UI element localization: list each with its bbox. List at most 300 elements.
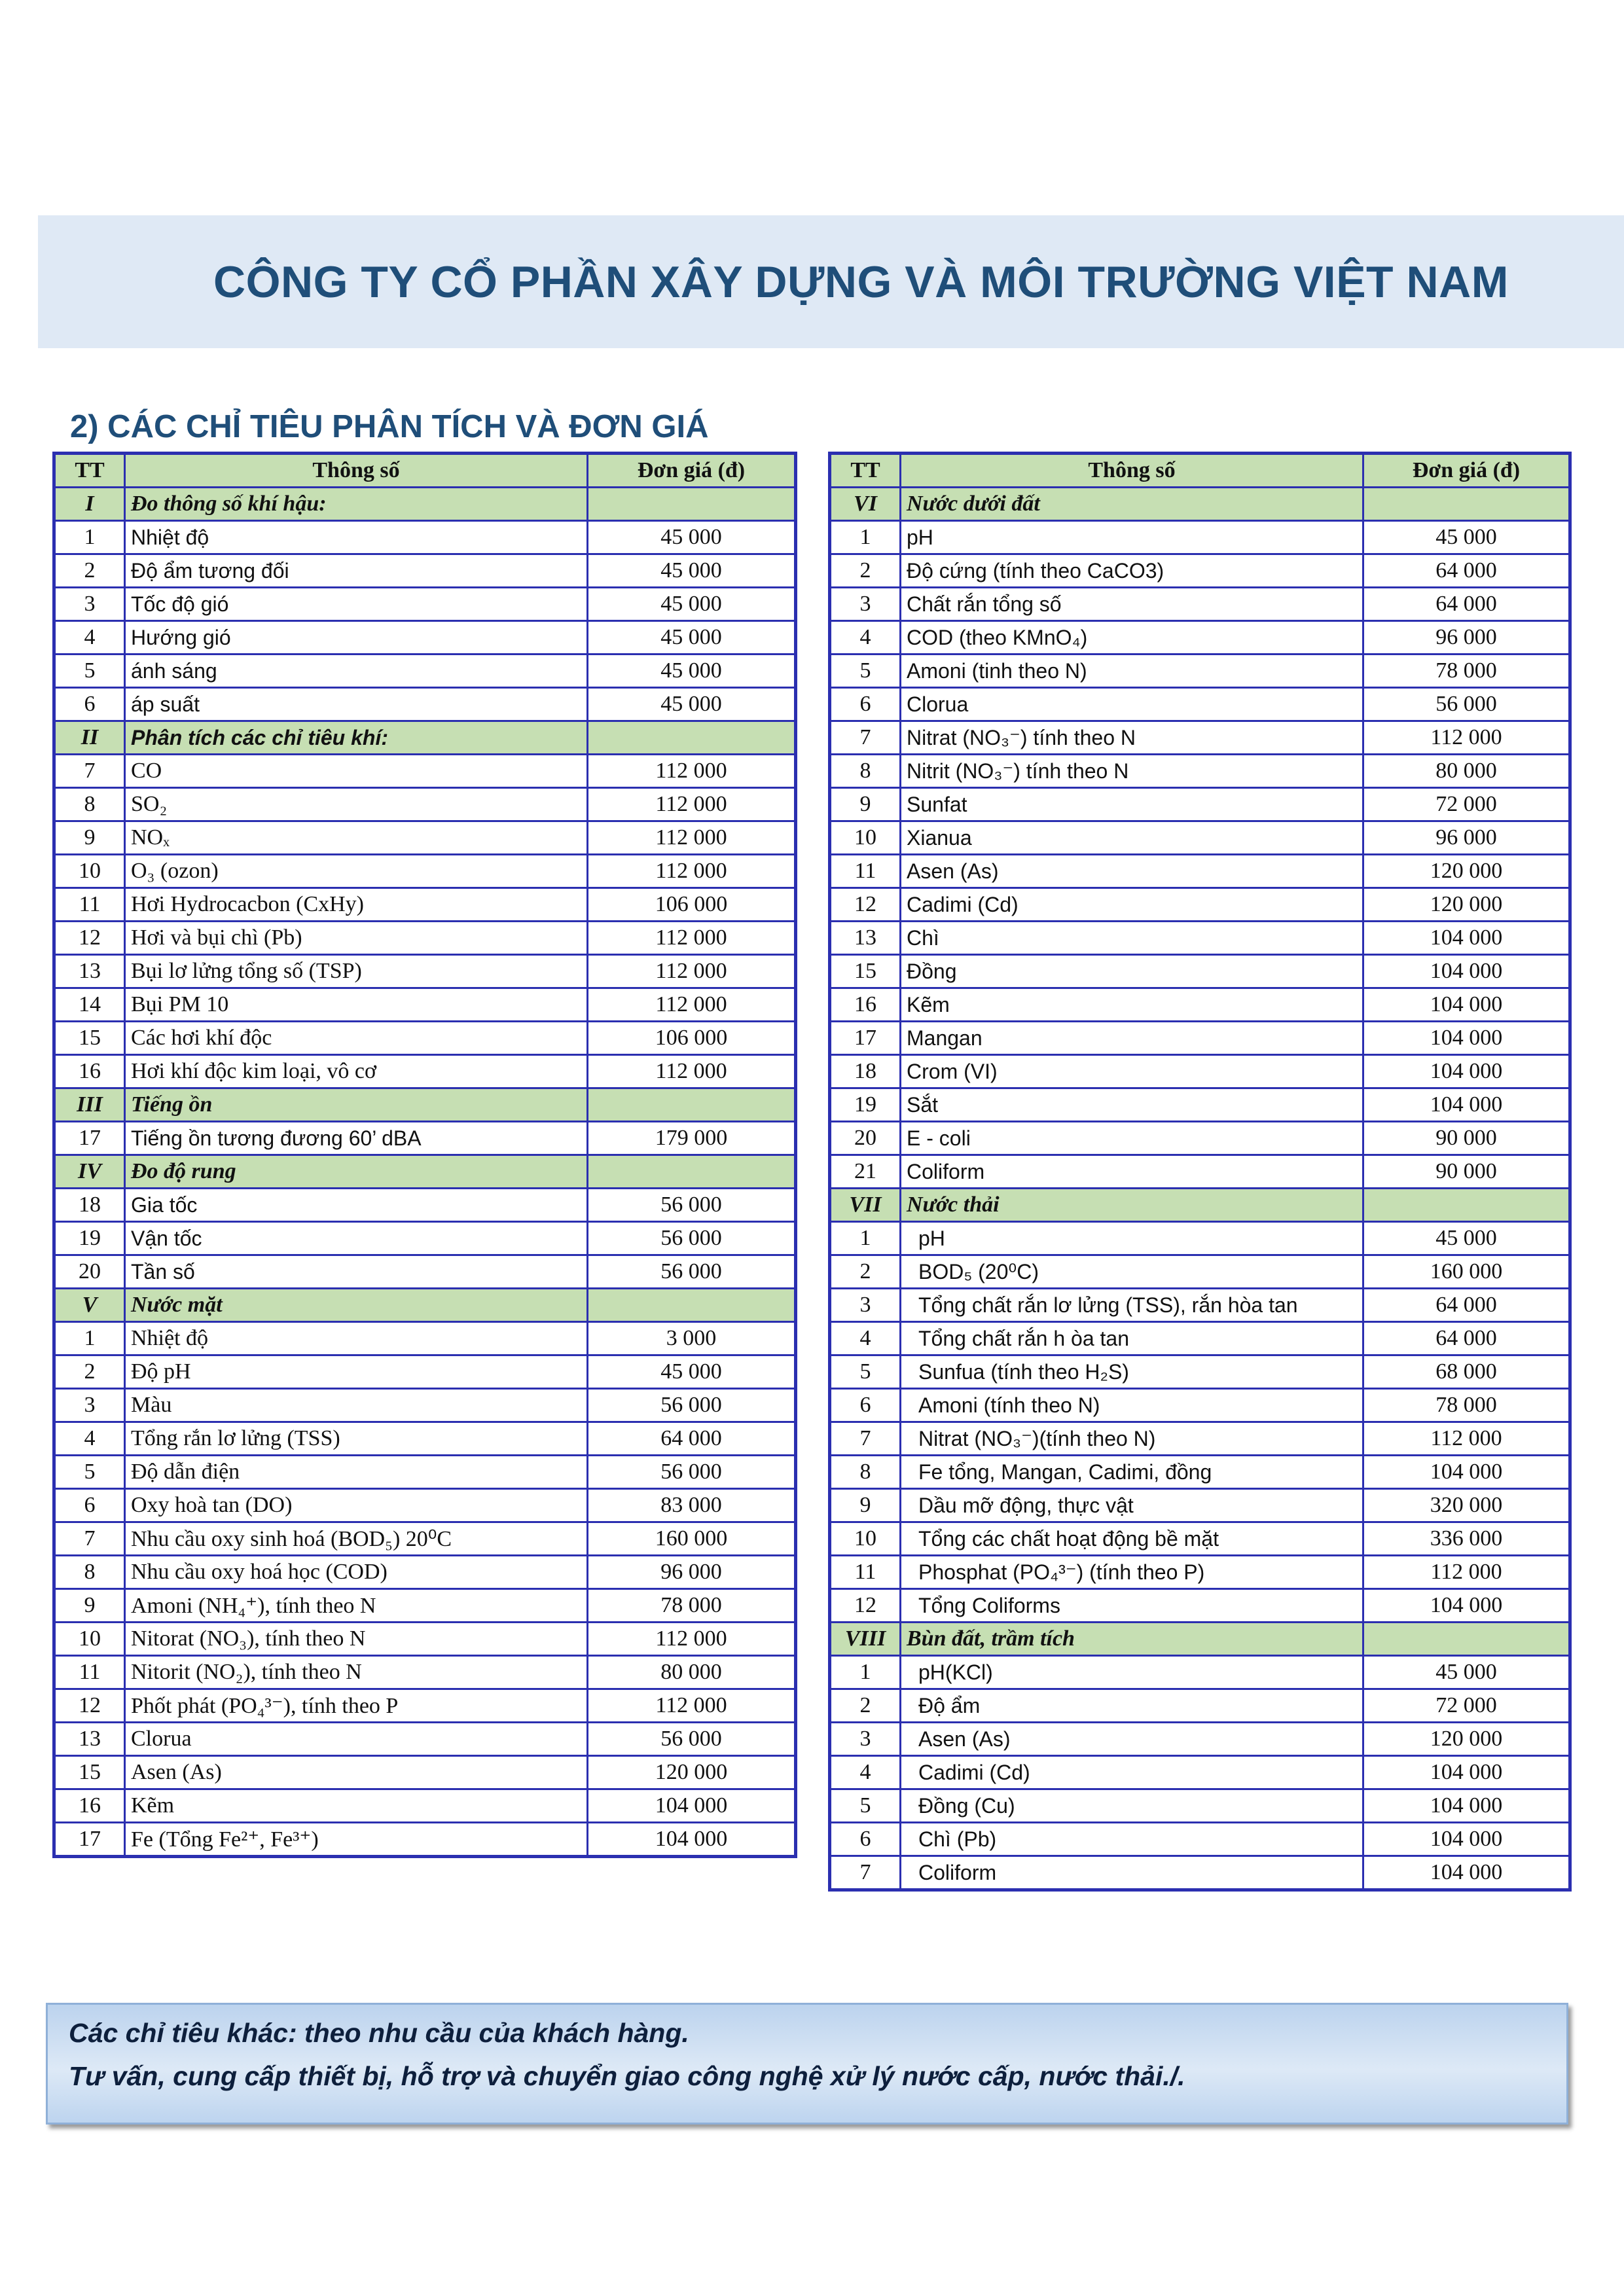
row-number: 1	[54, 521, 125, 554]
parameter-name: Độ ẩm tương đối	[125, 554, 588, 588]
row-number: 17	[54, 1122, 125, 1155]
unit-price	[588, 488, 796, 521]
parameter-name: Kẽm	[901, 988, 1363, 1022]
unit-price: 45 000	[588, 588, 796, 621]
row-number: 12	[830, 1589, 901, 1623]
row-number: 2	[54, 554, 125, 588]
row-number: 16	[830, 988, 901, 1022]
row-number: 2	[830, 1689, 901, 1723]
row-number: 2	[54, 1355, 125, 1389]
unit-price: 120 000	[1363, 855, 1570, 888]
row-number: 1	[830, 1222, 901, 1255]
parameter-name: Nitorit (NO₂), tính theo N	[125, 1656, 588, 1689]
unit-price: 104 000	[588, 1789, 796, 1823]
group-row	[830, 1189, 1570, 1222]
row-number: 8	[830, 1456, 901, 1489]
unit-price: 104 000	[1363, 1088, 1570, 1122]
parameter-name: Tổng rắn lơ lửng (TSS)	[125, 1422, 588, 1456]
parameter-name: Độ ẩm	[901, 1689, 1363, 1723]
table-row	[54, 922, 796, 955]
unit-price: 56 000	[588, 1456, 796, 1489]
row-number: 4	[830, 621, 901, 655]
parameter-name: Chì	[901, 922, 1363, 955]
unit-price: 104 000	[1363, 1789, 1570, 1823]
parameter-name: Coliform	[901, 1155, 1363, 1189]
unit-price: 45 000	[588, 521, 796, 554]
table-row	[830, 554, 1570, 588]
table-row	[54, 821, 796, 855]
unit-price: 96 000	[588, 1556, 796, 1589]
table-row	[54, 1389, 796, 1422]
row-number: 5	[830, 1789, 901, 1823]
table-row	[54, 1022, 796, 1055]
table-row	[830, 1756, 1570, 1789]
table-row	[54, 1656, 796, 1689]
parameter-name: Nitrit (NO₃⁻) tính theo N	[901, 755, 1363, 788]
row-number: 16	[54, 1789, 125, 1823]
table-row	[830, 688, 1570, 721]
parameter-name: Nitorat (NO₃), tính theo N	[125, 1623, 588, 1656]
parameter-name: Phosphat (PO₄³⁻) (tính theo P)	[901, 1556, 1363, 1589]
parameter-name: Độ cứng (tính theo CaCO3)	[901, 554, 1363, 588]
row-number: VI	[830, 488, 901, 521]
table-row	[830, 621, 1570, 655]
row-number: 9	[54, 821, 125, 855]
table-row	[830, 1222, 1570, 1255]
unit-price: 112 000	[588, 1623, 796, 1656]
unit-price: 45 000	[588, 655, 796, 688]
row-number: V	[54, 1289, 125, 1322]
row-number: 6	[54, 688, 125, 721]
table-row	[830, 1856, 1570, 1890]
parameter-name: Tiếng ồn	[125, 1088, 588, 1122]
row-number: 17	[54, 1823, 125, 1857]
row-number: 8	[54, 1556, 125, 1589]
table-row	[830, 755, 1570, 788]
unit-price: 45 000	[1363, 1222, 1570, 1255]
table-row	[830, 1289, 1570, 1322]
parameter-name: Nhu cầu oxy sinh hoá (BOD₅) 20⁰C	[125, 1522, 588, 1556]
unit-price: 104 000	[1363, 988, 1570, 1022]
section-title: 2) CÁC CHỈ TIÊU PHÂN TÍCH VÀ ĐƠN GIÁ	[70, 409, 709, 444]
parameter-name: Hơi khí độc kim loại, vô cơ	[125, 1055, 588, 1088]
table-row	[54, 1789, 796, 1823]
parameter-name: Hơi và bụi chì (Pb)	[125, 922, 588, 955]
unit-price	[1363, 488, 1570, 521]
row-number: 4	[830, 1756, 901, 1789]
parameter-name: Asen (As)	[125, 1756, 588, 1789]
row-number: 7	[830, 721, 901, 755]
unit-price: 78 000	[588, 1589, 796, 1623]
row-number: 21	[830, 1155, 901, 1189]
table-row	[54, 1255, 796, 1289]
unit-price: 320 000	[1363, 1489, 1570, 1522]
row-number: 17	[830, 1022, 901, 1055]
table-row	[830, 1022, 1570, 1055]
table-row	[830, 1355, 1570, 1389]
row-number: 9	[830, 788, 901, 821]
parameter-name: Cadimi (Cd)	[901, 888, 1363, 922]
table-row	[54, 1689, 796, 1723]
table-header-row	[830, 454, 1570, 488]
unit-price: 112 000	[1363, 1556, 1570, 1589]
row-number: 11	[830, 1556, 901, 1589]
table-row	[54, 1122, 796, 1155]
parameter-name: Kẽm	[125, 1789, 588, 1823]
parameter-name: Amoni (tinh theo N)	[901, 655, 1363, 688]
table-row	[54, 521, 796, 554]
unit-price: 179 000	[588, 1122, 796, 1155]
column-header-tt: TT	[54, 454, 125, 488]
unit-price: 120 000	[1363, 888, 1570, 922]
row-number: 18	[54, 1189, 125, 1222]
row-number: 19	[830, 1088, 901, 1122]
unit-price	[588, 721, 796, 755]
row-number: 18	[830, 1055, 901, 1088]
row-number: 3	[830, 1723, 901, 1756]
parameter-name: Gia tốc	[125, 1189, 588, 1222]
parameter-name: Phốt phát (PO₄³⁻), tính theo P	[125, 1689, 588, 1723]
parameter-name: Asen (As)	[901, 855, 1363, 888]
parameter-name: Vận tốc	[125, 1222, 588, 1255]
unit-price: 78 000	[1363, 655, 1570, 688]
parameter-name: Nước dưới đất	[901, 488, 1363, 521]
row-number: 10	[54, 1623, 125, 1656]
row-number: 12	[830, 888, 901, 922]
unit-price: 104 000	[1363, 1856, 1570, 1890]
unit-price	[1363, 1189, 1570, 1222]
row-number: 2	[830, 1255, 901, 1289]
row-number: 10	[830, 821, 901, 855]
parameter-name: Đồng (Cu)	[901, 1789, 1363, 1823]
table-row	[830, 1656, 1570, 1689]
unit-price: 106 000	[588, 888, 796, 922]
table-row	[54, 1723, 796, 1756]
unit-price: 104 000	[1363, 1456, 1570, 1489]
parameter-name: Sunfua (tính theo H₂S)	[901, 1355, 1363, 1389]
table-row	[830, 1789, 1570, 1823]
row-number: 6	[830, 1823, 901, 1856]
footer-note-line-1: Các chỉ tiêu khác: theo nhu cầu của khách hàng.	[69, 2018, 689, 2048]
row-number: 8	[54, 788, 125, 821]
unit-price: 112 000	[588, 1055, 796, 1088]
row-number: 3	[830, 588, 901, 621]
table-row	[830, 521, 1570, 554]
unit-price: 45 000	[588, 1355, 796, 1389]
table-row	[830, 1456, 1570, 1489]
unit-price: 56 000	[1363, 688, 1570, 721]
row-number: VII	[830, 1189, 901, 1222]
unit-price: 112 000	[588, 922, 796, 955]
row-number: IV	[54, 1155, 125, 1189]
row-number: 5	[54, 1456, 125, 1489]
unit-price: 45 000	[1363, 521, 1570, 554]
parameter-name: Sắt	[901, 1088, 1363, 1122]
row-number: 2	[830, 554, 901, 588]
footer-note-line-2: Tư vấn, cung cấp thiết bị, hỗ trợ và chuyển giao công nghệ xử lý nước cấp, nước thải./.	[69, 2061, 1185, 2091]
row-number: 1	[830, 521, 901, 554]
row-number: 11	[830, 855, 901, 888]
parameter-name: pH	[901, 521, 1363, 554]
unit-price: 104 000	[588, 1823, 796, 1857]
parameter-name: Chì (Pb)	[901, 1823, 1363, 1856]
row-number: 15	[54, 1756, 125, 1789]
table-row	[54, 1623, 796, 1656]
parameter-name: Xianua	[901, 821, 1363, 855]
row-number: II	[54, 721, 125, 755]
unit-price: 80 000	[1363, 755, 1570, 788]
unit-price: 112 000	[588, 788, 796, 821]
parameter-name: Nước mặt	[125, 1289, 588, 1322]
parameter-name: Amoni (NH₄⁺), tính theo N	[125, 1589, 588, 1623]
table-row	[830, 1322, 1570, 1355]
row-number: 9	[830, 1489, 901, 1522]
row-number: 19	[54, 1222, 125, 1255]
parameter-name: Nhu cầu oxy hoá học (COD)	[125, 1556, 588, 1589]
parameter-name: Màu	[125, 1389, 588, 1422]
row-number: 6	[830, 688, 901, 721]
table-row	[54, 688, 796, 721]
parameter-name: CO	[125, 755, 588, 788]
unit-price: 104 000	[1363, 1055, 1570, 1088]
column-header-param: Thông số	[901, 454, 1363, 488]
parameter-name: áp suất	[125, 688, 588, 721]
row-number: 8	[830, 755, 901, 788]
column-header-param: Thông số	[125, 454, 588, 488]
row-number: 3	[830, 1289, 901, 1322]
table-row	[54, 588, 796, 621]
table-row	[830, 1055, 1570, 1088]
parameter-name: Tổng các chất hoạt động bề mặt	[901, 1522, 1363, 1556]
unit-price: 45 000	[588, 621, 796, 655]
price-table-right	[828, 452, 1572, 1892]
parameter-name: pH(KCl)	[901, 1656, 1363, 1689]
unit-price: 104 000	[1363, 955, 1570, 988]
table-row	[54, 1456, 796, 1489]
table-row	[54, 888, 796, 922]
group-row	[830, 1623, 1570, 1656]
row-number: 4	[54, 621, 125, 655]
table-row	[54, 988, 796, 1022]
unit-price: 96 000	[1363, 821, 1570, 855]
unit-price: 68 000	[1363, 1355, 1570, 1389]
row-number: 12	[54, 1689, 125, 1723]
unit-price: 90 000	[1363, 1155, 1570, 1189]
table-row	[830, 1489, 1570, 1522]
table-row	[830, 1122, 1570, 1155]
parameter-name: BOD₅ (20⁰C)	[901, 1255, 1363, 1289]
parameter-name: ánh sáng	[125, 655, 588, 688]
unit-price: 336 000	[1363, 1522, 1570, 1556]
unit-price: 104 000	[1363, 1756, 1570, 1789]
row-number: 14	[54, 988, 125, 1022]
unit-price: 56 000	[588, 1255, 796, 1289]
table-row	[54, 554, 796, 588]
unit-price: 80 000	[588, 1656, 796, 1689]
row-number: 13	[54, 955, 125, 988]
parameter-name: Tốc độ gió	[125, 588, 588, 621]
unit-price: 83 000	[588, 1489, 796, 1522]
parameter-name: Phân tích các chỉ tiêu khí:	[125, 721, 588, 755]
table-row	[54, 1589, 796, 1623]
unit-price: 45 000	[1363, 1656, 1570, 1689]
table-row	[830, 955, 1570, 988]
group-row	[830, 488, 1570, 521]
unit-price: 104 000	[1363, 1823, 1570, 1856]
row-number: 5	[54, 655, 125, 688]
unit-price: 104 000	[1363, 922, 1570, 955]
row-number: 3	[54, 1389, 125, 1422]
unit-price: 3 000	[588, 1322, 796, 1355]
parameter-name: Bùn đất, trầm tích	[901, 1623, 1363, 1656]
table-row	[830, 721, 1570, 755]
unit-price: 56 000	[588, 1222, 796, 1255]
parameter-name: Độ pH	[125, 1355, 588, 1389]
row-number: 15	[54, 1022, 125, 1055]
unit-price: 120 000	[1363, 1723, 1570, 1756]
table-row	[54, 1756, 796, 1789]
parameter-name: Clorua	[125, 1723, 588, 1756]
unit-price: 104 000	[1363, 1589, 1570, 1623]
table-row	[830, 1723, 1570, 1756]
table-row	[830, 588, 1570, 621]
unit-price: 112 000	[1363, 721, 1570, 755]
parameter-name: Đồng	[901, 955, 1363, 988]
table-row	[54, 1422, 796, 1456]
parameter-name: Dầu mỡ động, thực vật	[901, 1489, 1363, 1522]
table-row	[830, 1689, 1570, 1723]
row-number: 9	[54, 1589, 125, 1623]
parameter-name: Asen (As)	[901, 1723, 1363, 1756]
parameter-name: Bụi PM 10	[125, 988, 588, 1022]
table-row	[830, 1389, 1570, 1422]
parameter-name: Nhiệt độ	[125, 1322, 588, 1355]
group-row	[54, 1088, 796, 1122]
unit-price	[588, 1088, 796, 1122]
unit-price: 160 000	[1363, 1255, 1570, 1289]
row-number: 5	[830, 655, 901, 688]
unit-price: 106 000	[588, 1022, 796, 1055]
row-number: 1	[830, 1656, 901, 1689]
unit-price: 120 000	[588, 1756, 796, 1789]
parameter-name: Đo độ rung	[125, 1155, 588, 1189]
unit-price: 112 000	[588, 1689, 796, 1723]
unit-price: 160 000	[588, 1522, 796, 1556]
unit-price: 104 000	[1363, 1022, 1570, 1055]
row-number: 13	[54, 1723, 125, 1756]
unit-price: 64 000	[1363, 1289, 1570, 1322]
table-row	[830, 1155, 1570, 1189]
parameter-name: Nitrat (NO₃⁻)(tính theo N)	[901, 1422, 1363, 1456]
table-row	[830, 1556, 1570, 1589]
row-number: 12	[54, 922, 125, 955]
unit-price	[1363, 1623, 1570, 1656]
table-row	[54, 955, 796, 988]
row-number: 7	[54, 755, 125, 788]
table-row	[830, 888, 1570, 922]
table-row	[54, 1189, 796, 1222]
row-number: 3	[54, 588, 125, 621]
parameter-name: Mangan	[901, 1022, 1363, 1055]
parameter-name: Hướng gió	[125, 621, 588, 655]
parameter-name: Cadimi (Cd)	[901, 1756, 1363, 1789]
table-row	[830, 821, 1570, 855]
table-row	[830, 1522, 1570, 1556]
parameter-name: Sunfat	[901, 788, 1363, 821]
row-number: 6	[830, 1389, 901, 1422]
price-table-left	[52, 452, 797, 1858]
unit-price: 64 000	[1363, 1322, 1570, 1355]
unit-price: 96 000	[1363, 621, 1570, 655]
table-row	[54, 755, 796, 788]
unit-price: 90 000	[1363, 1122, 1570, 1155]
parameter-name: Nước thải	[901, 1189, 1363, 1222]
parameter-name: Nhiệt độ	[125, 521, 588, 554]
row-number: 4	[830, 1322, 901, 1355]
table-row	[54, 1489, 796, 1522]
table-row	[830, 1255, 1570, 1289]
table-row	[830, 655, 1570, 688]
parameter-name: Fe tổng, Mangan, Cadimi, đồng	[901, 1456, 1363, 1489]
table-row	[54, 855, 796, 888]
parameter-name: Tổng chất rắn lơ lửng (TSS), rắn hòa tan	[901, 1289, 1363, 1322]
table-row	[54, 1522, 796, 1556]
table-row	[830, 855, 1570, 888]
table-row	[54, 1055, 796, 1088]
table-row	[54, 1355, 796, 1389]
unit-price: 64 000	[1363, 554, 1570, 588]
unit-price: 45 000	[588, 688, 796, 721]
group-row	[54, 1155, 796, 1189]
table-row	[830, 922, 1570, 955]
group-row	[54, 721, 796, 755]
parameter-name: Hơi Hydrocacbon (CxHy)	[125, 888, 588, 922]
table-row	[54, 788, 796, 821]
row-number: III	[54, 1088, 125, 1122]
parameter-name: Amoni (tính theo N)	[901, 1389, 1363, 1422]
row-number: 5	[830, 1355, 901, 1389]
row-number: 16	[54, 1055, 125, 1088]
table-row	[54, 1556, 796, 1589]
unit-price: 72 000	[1363, 1689, 1570, 1723]
table-header-row	[54, 454, 796, 488]
unit-price: 56 000	[588, 1389, 796, 1422]
parameter-name: Fe (Tổng Fe²⁺, Fe³⁺)	[125, 1823, 588, 1857]
parameter-name: Oxy hoà tan (DO)	[125, 1489, 588, 1522]
company-title: CÔNG TY CỔ PHẦN XÂY DỰNG VÀ MÔI TRƯỜNG VIỆT NAM	[213, 257, 1509, 307]
table-row	[54, 655, 796, 688]
row-number: 4	[54, 1422, 125, 1456]
parameter-name: Tổng chất rắn h òa tan	[901, 1322, 1363, 1355]
unit-price: 56 000	[588, 1189, 796, 1222]
unit-price: 64 000	[1363, 588, 1570, 621]
row-number: 6	[54, 1489, 125, 1522]
group-row	[54, 1289, 796, 1322]
table-row	[830, 1088, 1570, 1122]
parameter-name: COD (theo KMnO₄)	[901, 621, 1363, 655]
parameter-name: Tổng Coliforms	[901, 1589, 1363, 1623]
row-number: 13	[830, 922, 901, 955]
parameter-name: Bụi lơ lửng tổng số (TSP)	[125, 955, 588, 988]
table-row	[830, 1823, 1570, 1856]
row-number: 10	[54, 855, 125, 888]
footer-note-box	[46, 2003, 1568, 2125]
parameter-name: Clorua	[901, 688, 1363, 721]
unit-price: 112 000	[588, 821, 796, 855]
unit-price: 112 000	[1363, 1422, 1570, 1456]
unit-price: 78 000	[1363, 1389, 1570, 1422]
unit-price: 112 000	[588, 755, 796, 788]
